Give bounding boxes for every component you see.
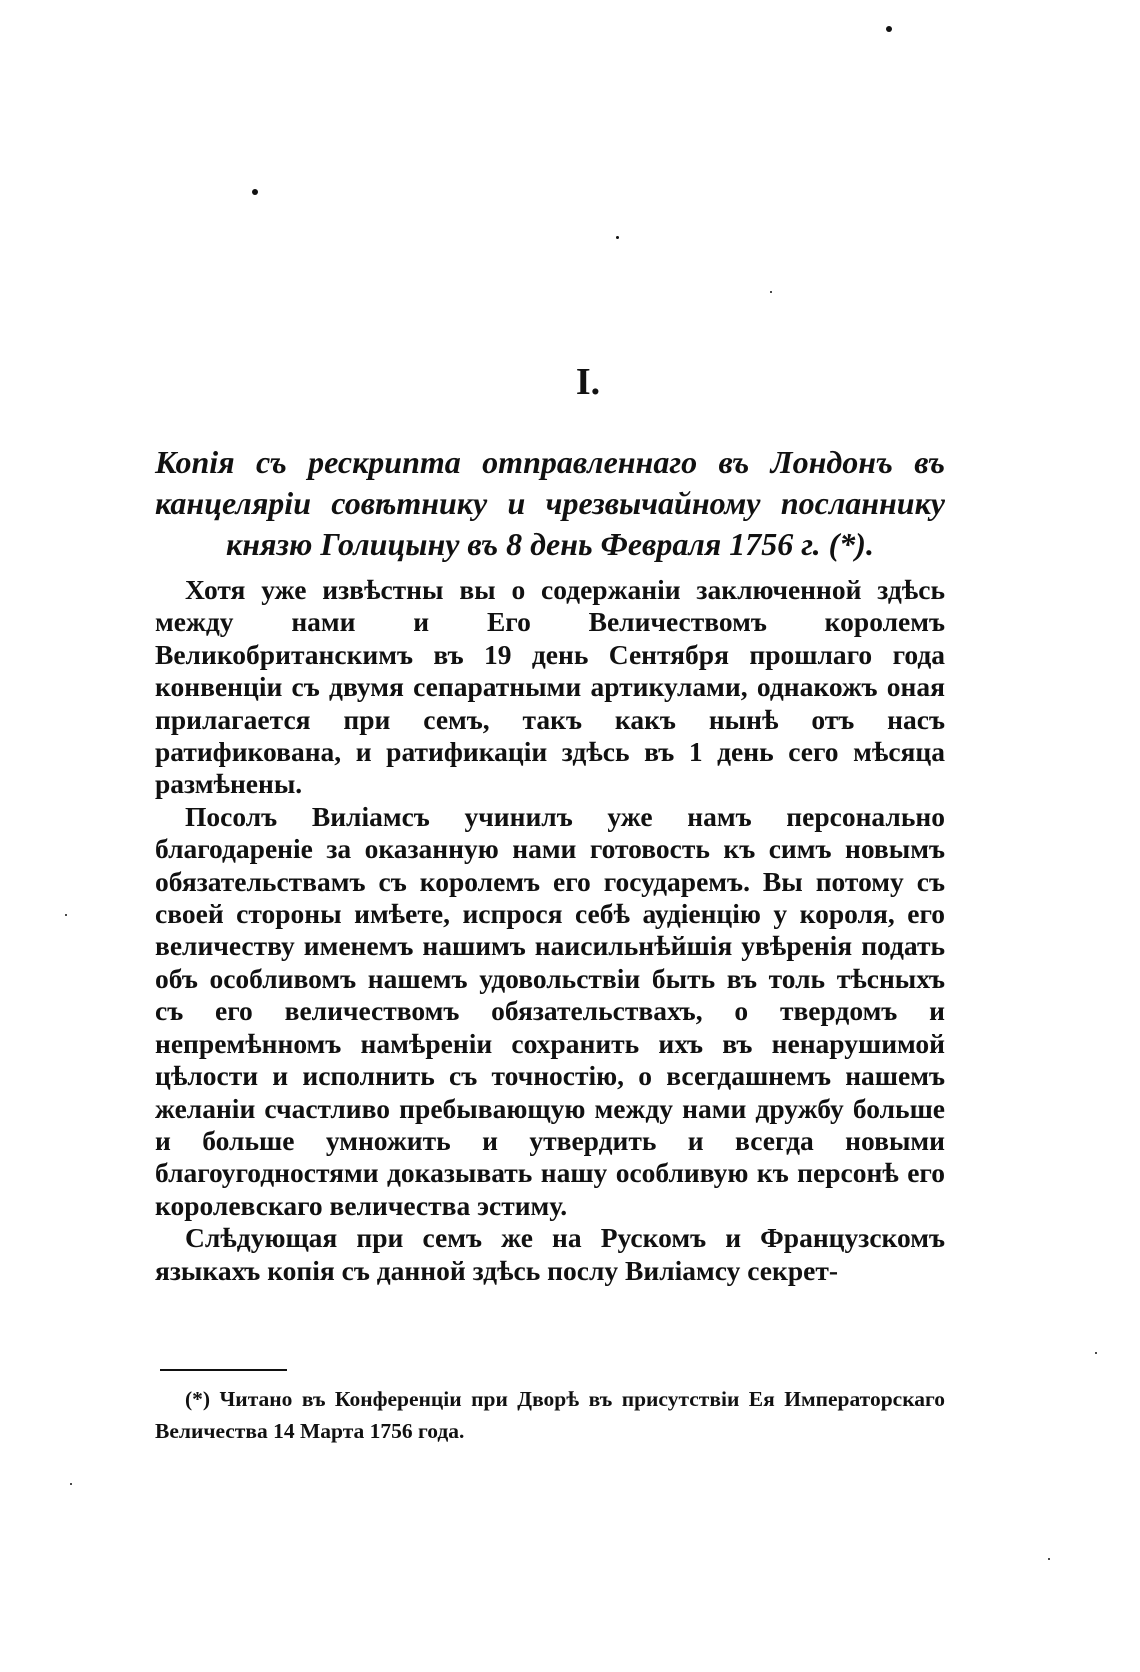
section-number: I. (575, 361, 601, 403)
footnote-divider (160, 1369, 287, 1371)
scan-speck (70, 1483, 72, 1485)
document-heading: Копія съ рескрипта отправленнаго въ Лондонъ въ канцеляріи совѣтнику и чрезвычайному посланнику князю Голицыну въ 8 день Февраля 1756 г. (*). (155, 444, 945, 562)
scan-speck (1095, 1352, 1097, 1354)
scan-speck (1048, 1558, 1050, 1560)
footnote: (*) Читано въ Конференціи при Дворѣ въ присутствіи Ея Императорскаго Величества 14 Марта 1756 года. (155, 1387, 945, 1443)
body-text (155, 574, 945, 1287)
scan-speck (616, 236, 619, 239)
scan-speck (886, 26, 892, 32)
scan-speck (770, 291, 772, 293)
scan-speck (252, 189, 258, 195)
body-paragraph: Хотя уже извѣстны вы о содержаніи заключенной здѣсь между нами и Его Величествомъ королемъ Великобританскимъ въ 19 день Сентября прошлаго года конвенціи съ двумя сепаратными артикулами, однакожъ оная прилагается при семъ, такъ какъ нынѣ отъ насъ ратификована, и ратификаціи здѣсь въ 1 день сего мѣсяца размѣнены. (155, 574, 945, 800)
body-paragraph: Слѣдующая при семъ же на Рускомъ и Французскомъ языкахъ копія съ данной здѣсь послу Виліамсу секрет- (155, 1222, 945, 1286)
scan-speck (65, 914, 67, 916)
body-paragraph: Посолъ Виліамсъ учинилъ уже намъ персонально благодареніе за оказанную нами готовость къ симъ новымъ обязательствамъ съ королемъ его государемъ. Вы потому съ своей стороны имѣете, испрося себѣ аудіенцію у короля, его величеству именемъ нашимъ наисильнѣйшія увѣренія подать объ особливомъ нашемъ удовольствіи быть въ толь тѣсныхъ съ его величествомъ обязательствахъ, о твердомъ и непремѣнномъ намѣреніи сохранить ихъ въ ненарушимой цѣлости и исполнить съ точностію, о всегдашнемъ нашемъ желаніи счастливо пребывающую между нами дружбу больше и больше умножить и утвердить и всегда новыми благоугодностями доказывать нашу особливую къ персонѣ его королевскаго величества эстиму. (155, 800, 945, 1221)
